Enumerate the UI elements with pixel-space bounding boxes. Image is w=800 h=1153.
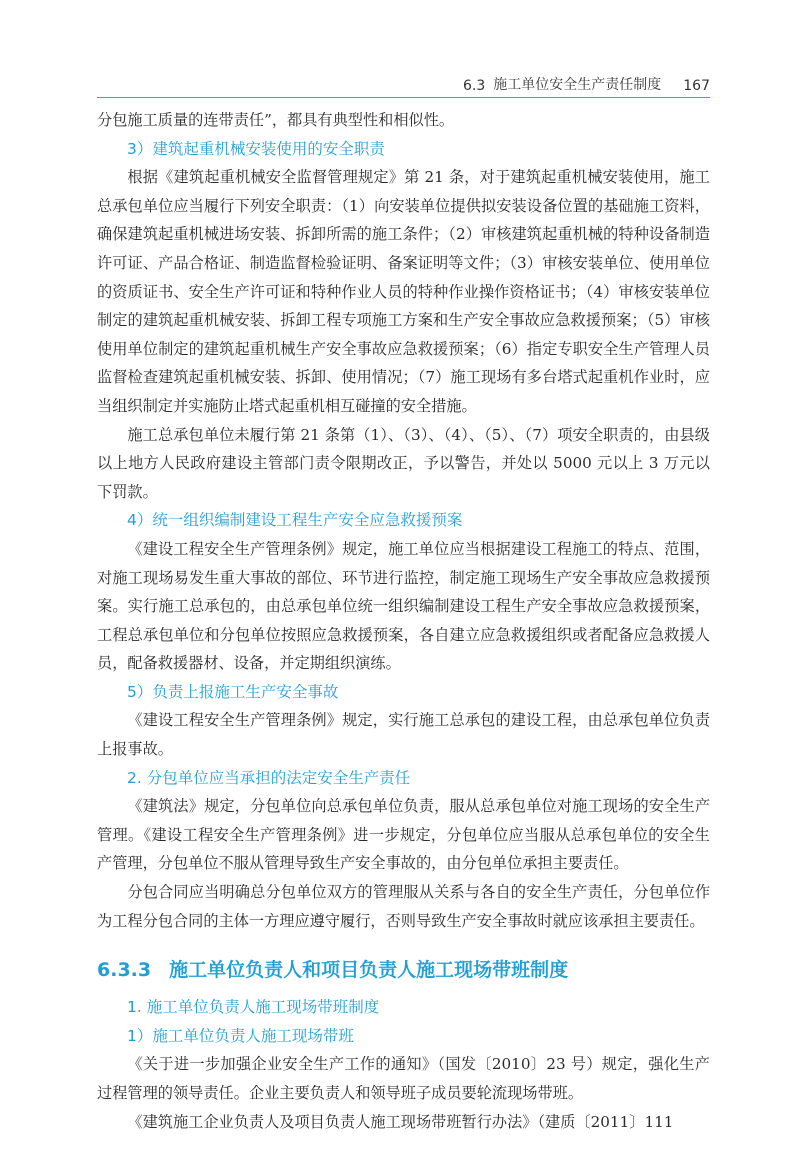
subheading: 1）施工单位负责人施工现场带班	[127, 1026, 354, 1045]
section-heading	[97, 955, 710, 985]
paragraph: 根据《建筑起重机械安全监督管理规定》第 21 条，对于建筑起重机械安装使用，施工总承包单位应当履行下列安全职责：（1）向安装单位提供拟安装设备位置的基础施工资料，确保建筑起重机械进场安装、拆卸所需的施工条件；（2）审核建筑起重机械的特种设备制造许可证、产品合格证、制造监督检验证明、备案证明等文件；（3）审核安装单位、使用单位的资质证书、安全生产许可证和特种作业人员的特种作业操作资格证书；（4）审核安装单位制定的建筑起重机械安装、拆卸工程专项施工方案和生产安全事故应急救援预案；（5）审核使用单位制定的建筑起重机械生产安全事故应急救援预案；（6）指定专职安全生产管理人员监督检查建筑起重机械安装、拆卸、使用情况；（7）施工现场有多台塔式起重机作业时，应当组织制定并实施防止塔式起重机相互碰撞的安全措施。	[97, 168, 710, 415]
section-number: 6.3.3	[97, 959, 152, 982]
paragraph: 施工总承包单位未履行第 21 条第（1）、（3）、（4）、（5）、（7）项安全职责的，由县级以上地方人民政府建设主管部门责令限期改正，予以警告，并处以 5000 元以上 3 万元以下罚款。	[97, 425, 710, 501]
paragraph: 《建设工程安全生产管理条例》规定，实行施工总承包的建设工程，由总承包单位负责上报事故。	[97, 711, 710, 759]
paragraph: 《建筑法》规定，分包单位向总承包单位负责，服从总承包单位对施工现场的安全生产管理。《建设工程安全生产管理条例》进一步规定，分包单位应当服从总承包单位的安全生产管理，分包单位不服从管理导致生产安全事故的，由分包单位承担主要责任。	[97, 797, 710, 873]
paragraph: 《建设工程安全生产管理条例》规定，施工单位应当根据建设工程施工的特点、范围，对施工现场易发生重大事故的部位、环节进行监控，制定施工现场生产安全事故应急救援预案。实行施工总承包的，由总承包单位统一组织编制建设工程生产安全事故应急救援预案，工程总承包单位和分包单位按照应急救援预案，各自建立应急救援组织或者配备应急救援人员，配备救援器材、设备，并定期组织演练。	[97, 539, 710, 673]
subheading: 3）建筑起重机械安装使用的安全职责	[127, 139, 385, 158]
section-title: 施工单位负责人和项目负责人施工现场带班制度	[169, 959, 569, 982]
subheading: 2. 分包单位应当承担的法定安全生产责任	[127, 768, 411, 787]
paragraph: 《关于进一步加强企业安全生产工作的通知》（国发〔2010〕23 号）规定，强化生产过程管理的领导责任。企业主要负责人和领导班子成员要轮流现场带班。	[97, 1055, 710, 1102]
page-number: 167	[683, 78, 710, 94]
subheading: 4）统一组织编制建设工程生产安全应急救援预案	[127, 511, 463, 530]
subheading: 5）负责上报施工生产安全事故	[127, 682, 339, 701]
paragraph: 分包施工质量的连带责任”，都具有典型性和相似性。	[97, 111, 455, 129]
running-header	[97, 72, 710, 98]
subheading: 1. 施工单位负责人施工现场带班制度	[127, 998, 380, 1017]
paragraph: 《建筑施工企业负责人及项目负责人施工现场带班暂行办法》（建质〔2011〕111	[127, 1112, 674, 1131]
header-section-number: 6.3	[463, 78, 486, 94]
paragraph: 分包合同应当明确总分包单位双方的管理服从关系与各自的安全生产责任，分包单位作为工程分包合同的主体一方理应遵守履行，否则导致生产安全事故时就应该承担主要责任。	[97, 883, 710, 930]
header-section-title: 施工单位安全生产责任制度	[493, 77, 662, 93]
page-body	[97, 106, 710, 1136]
